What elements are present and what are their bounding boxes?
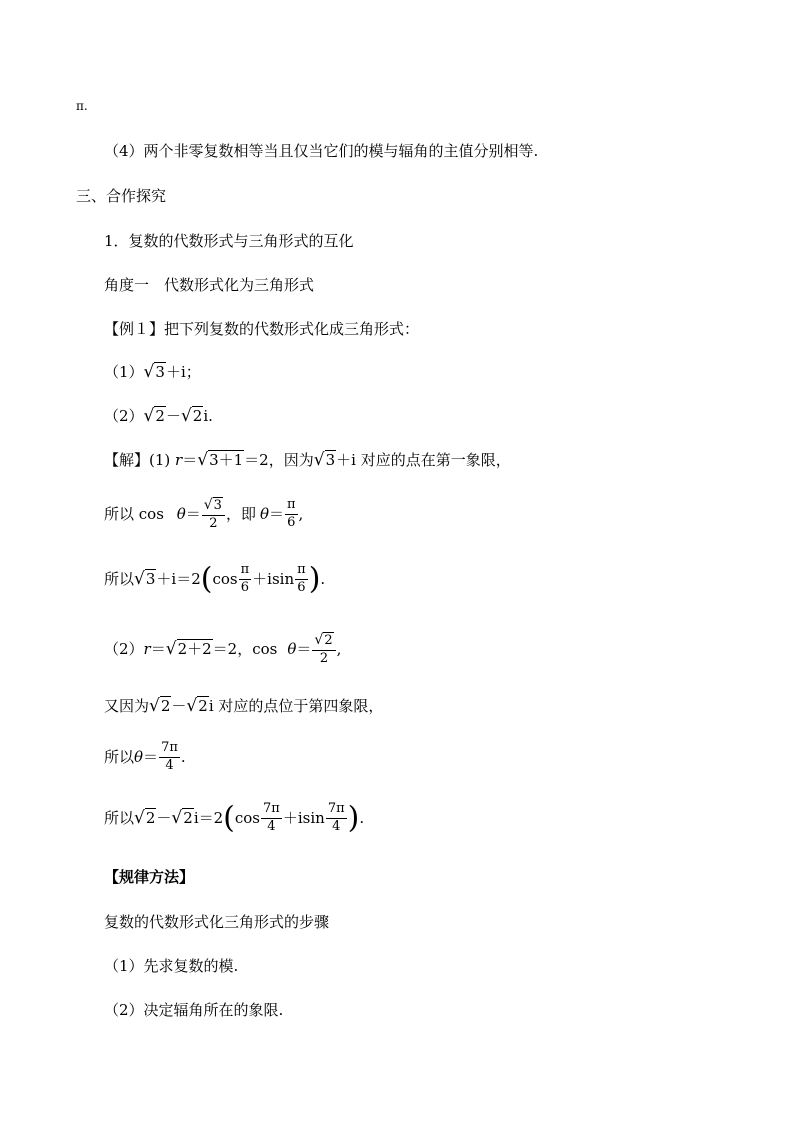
sqrt-3-plus-1: √3＋1 bbox=[197, 450, 244, 470]
pi-fragment: π. bbox=[76, 99, 88, 113]
step-1: （1）先求复数的模. bbox=[104, 957, 239, 975]
sqrt-3c: √3 bbox=[313, 450, 336, 470]
trig-form-1: 所以√3＋i＝2(cos $\frac{\pi}{6}$ ＋isin $\frac{\pi}{6}$ ). bbox=[104, 561, 326, 597]
sqrt-2: √2 bbox=[143, 406, 165, 426]
steps-title: 复数的代数形式化三角形式的步骤 bbox=[104, 913, 330, 931]
example-1-prompt: 【例１】把下列复数的代数形式化成三角形式： bbox=[104, 320, 420, 338]
step-2: （2）决定辐角所在的象限. bbox=[104, 1001, 284, 1019]
sqrt-2b: √2 bbox=[180, 406, 203, 426]
theta-result: 所以θ＝ $\frac{7\pi}{4}$ . bbox=[104, 740, 186, 773]
section-heading-3: 三、合作探究 bbox=[76, 187, 167, 205]
frac-pi-over-6: $\frac{\pi}{6}$ bbox=[287, 497, 296, 530]
frac-sqrt3-over-2: $\frac{√3}{2}$ bbox=[202, 497, 225, 532]
property-4: （4）两个非零复数相等当且仅当它们的模与辐角的主值分别相等. bbox=[104, 142, 539, 160]
cos-theta-line: 所以 cos θ＝ $\frac{√3}{2}$ ，即 θ＝ $\frac{\pi}{6}$ , bbox=[104, 497, 304, 531]
rule-method-heading: 【规律方法】 bbox=[104, 868, 195, 886]
fourth-quadrant-line: 又因为√2－√2i 对应的点位于第四象限， bbox=[104, 696, 384, 716]
question-2: （2）√2－√2i. bbox=[104, 406, 213, 426]
subheading-1: 1．复数的代数形式与三角形式的互化 bbox=[104, 232, 354, 250]
sqrt-3: √3 bbox=[143, 362, 165, 382]
solution-1: 【解】(1) r＝√3＋1＝2，因为√3＋i 对应的点在第一象限， bbox=[104, 450, 511, 470]
question-1: （1）√3＋i； bbox=[104, 362, 201, 382]
solution-2: （2）r＝√2＋2＝2，cos θ＝ $\frac{√2}{2}$ , bbox=[104, 632, 342, 666]
trig-form-2: 所以√2－√2i＝2(cos $\frac{7\pi}{4}$ ＋isin $\frac{7\pi}{4}$ ). bbox=[104, 800, 365, 836]
angle-1-heading: 角度一 代数形式化为三角形式 bbox=[104, 276, 315, 294]
